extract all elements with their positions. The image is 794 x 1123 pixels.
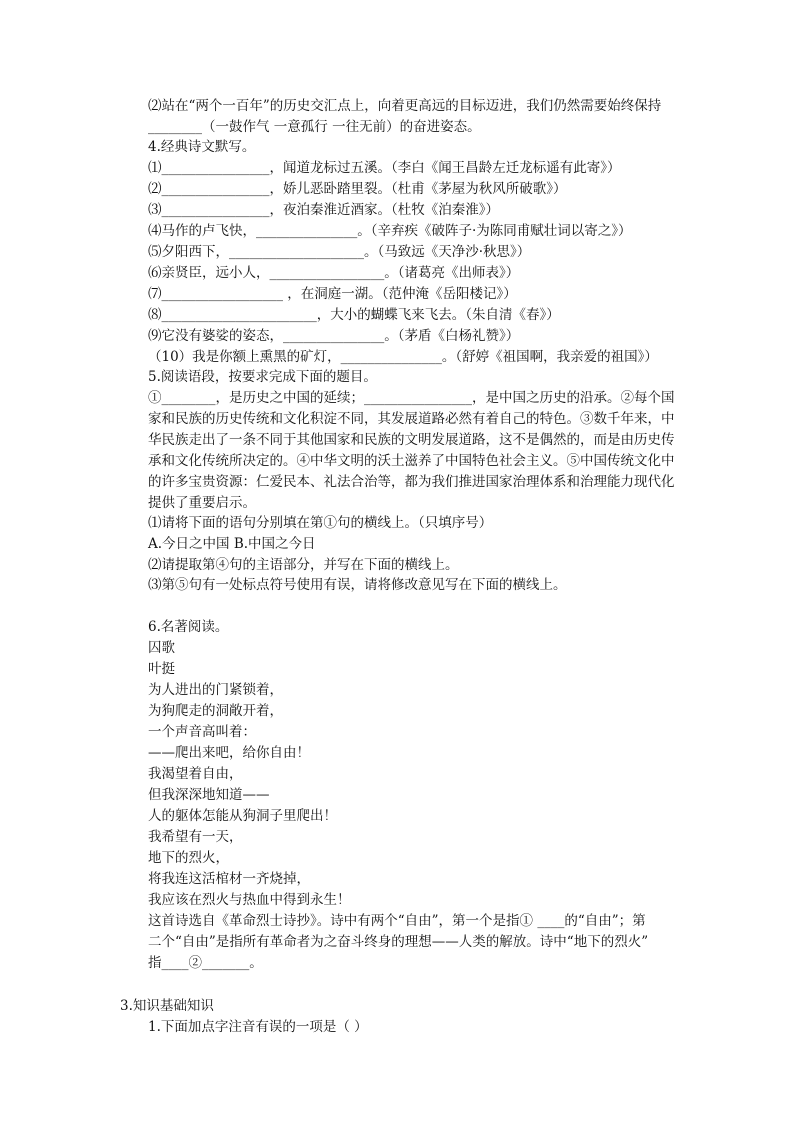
- q4-2-line-a: ⑵站在“两个一百年”的历史交汇点上，向着更高远的目标迈进，我们仍然需要始终保持: [148, 98, 662, 114]
- passage-line-4: 承和文化传统所决定的。④中华文明的沃土滋养了中国特色社会主义。⑤中国传统文化中: [148, 453, 675, 469]
- passage-line-6: 提供了重要启示。: [148, 495, 256, 511]
- subquestion-2: ⑵请提取第④句的主语部分，并写在下面的横线上。: [148, 557, 459, 573]
- section-title-4: 4.经典诗文默写。: [148, 139, 256, 155]
- poem-author: 叶挺: [148, 661, 175, 677]
- subquestion-3: ⑶第⑤句有一处标点符号使用有误，请将修改意见写在下面的横线上。: [148, 577, 567, 593]
- poem-line: 一个声音高叫着：: [148, 724, 256, 740]
- poem-fill-8: ⑻_______________________，大小的蝴蝶飞来飞去。（朱自清《春》）: [148, 307, 560, 323]
- poem-line: 为狗爬走的洞敞开着，: [148, 703, 283, 719]
- poem-line: 但我深深地知道——: [148, 787, 270, 803]
- subquestion-1-options: A.今日之中国 B.中国之今日: [148, 536, 316, 552]
- passage-line-2: 家和民族的历史传统和文化积淀不同，其发展道路必然有着自己的特色。③数千年来，中: [148, 411, 675, 427]
- poem-fill-10: （10）我是你额上熏黑的矿灯，_______________。（舒婷《祖国啊，我亲爱的祖国》）: [148, 349, 658, 365]
- section-3-question-1: 1.下面加点字注音有误的一项是（ ）: [148, 1019, 368, 1035]
- poem-line: 我渴望着自由，: [148, 766, 243, 782]
- poem-fill-6: ⑹亲贤臣，远小人，_________________。（诸葛亮《出师表》）: [148, 265, 520, 281]
- poem-fill-3: ⑶________________，夜泊秦淮近酒家。（杜牧《泊秦淮》）: [148, 202, 499, 218]
- section-title-5: 5.阅读语段，按要求完成下面的题目。: [148, 369, 377, 385]
- poem-fill-9: ⑼它没有婆娑的姿态，_______________。（茅盾《白杨礼赞》）: [148, 328, 520, 344]
- q6-question-line-1: 这首诗选自《革命烈士诗抄》。诗中有两个“自由”，第一个是指① ____的“自由”；第: [148, 913, 646, 929]
- passage-line-1: ①________，是历史之中国的延续；________________，是中国之历史的沿承。②每个国: [148, 390, 675, 406]
- passage-line-3: 华民族走出了一条不同于其他国家和民族的文明发展道路，这不是偶然的，而是由历史传: [148, 432, 675, 448]
- subquestion-1: ⑴请将下面的语句分别填在第①句的横线上。（只填序号）: [148, 515, 493, 531]
- poem-line: 我希望有一天，: [148, 829, 243, 845]
- poem-fill-1: ⑴________________，闻道龙标过五溪。（李白《闻王昌龄左迁龙标遥有此寄》）: [148, 160, 621, 176]
- poem-line: ——爬出来吧，给你自由！: [148, 745, 310, 761]
- poem-line: 我应该在烈火与热血中得到永生！: [148, 892, 351, 908]
- q6-question-line-3: 指____②_______。: [148, 955, 263, 971]
- poem-fill-4: ⑷马作的卢飞快，_______________。（辛弃疾《破阵子·为陈同甫赋壮词以寄之》）: [148, 223, 632, 239]
- poem-fill-2: ⑵________________，娇儿恶卧踏里裂。（杜甫《茅屋为秋风所破歌》）: [148, 181, 567, 197]
- section-title-6: 6.名著阅读。: [148, 619, 229, 635]
- poem-line: 为人进出的门紧锁着，: [148, 682, 283, 698]
- poem-title: 囚歌: [148, 640, 175, 656]
- poem-fill-5: ⑸夕阳西下，____________________。（马致远《天净沙·秋思》）: [148, 244, 531, 260]
- poem-fill-7: ⑺__________________ ，在洞庭一湖。（范仲淹《岳阳楼记》）: [148, 286, 517, 302]
- passage-line-5: 的许多宝贵资源：仁爱民本、礼法合治等，都为我们推进国家治理体系和治理能力现代化: [148, 474, 675, 490]
- q6-question-line-2: 二个“自由”是指所有革命者为之奋斗终身的理想——人类的解放。诗中“地下的烈火”: [148, 934, 649, 950]
- poem-line: 将我连这活棺材一齐烧掉，: [148, 871, 310, 887]
- q4-2-line-b: ________（一鼓作气 一意孤行 一往无前）的奋进姿态。: [148, 119, 481, 135]
- poem-line: 人的躯体怎能从狗洞子里爬出！: [148, 808, 337, 824]
- section-heading-3: 3.知识基础知识: [120, 998, 214, 1014]
- poem-line: 地下的烈火，: [148, 850, 229, 866]
